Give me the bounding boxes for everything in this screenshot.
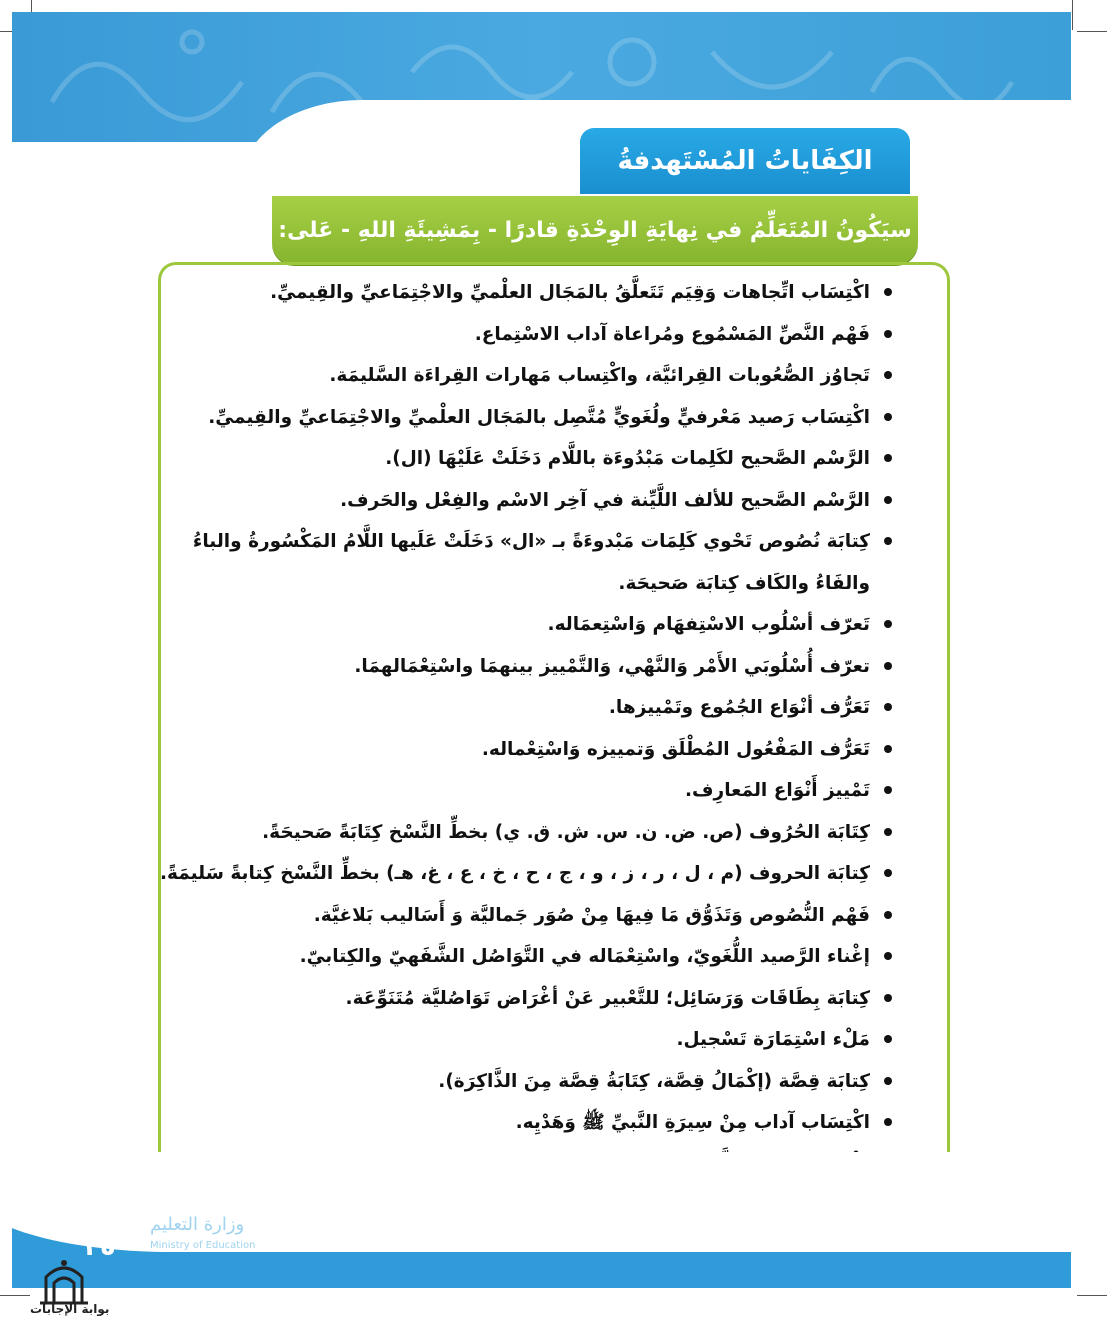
crop-mark — [1077, 1295, 1107, 1296]
crop-mark — [1072, 0, 1073, 30]
crop-mark — [1077, 31, 1107, 32]
portal-mosque-icon — [34, 1255, 94, 1305]
crop-mark — [0, 1295, 30, 1296]
list-item: اكْتِسَاب اتِّجاهات وَقِيَم تَتَعلَّقُ بالمَجَال العلْميِّ والاجْتِمَاعيِّ والقِيميِّ. — [170, 272, 870, 314]
list-item: اكْتِسَاب رَصيد مَعْرفيٍّ ولُغَويٍّ مُتَّصِل بالمَجَال العلْميِّ والاجْتِمَاعيِّ والقِيميِّ. — [170, 397, 870, 439]
list-item: تَعَرُّف المَفْعُول المُطْلَق وَتمييزه وَاسْتِعْماله. — [170, 729, 870, 771]
list-item: كِتابَة قِصَّة (إكْمَالُ قِصَّة، كِتَابَةُ قِصَّة مِنَ الذَّاكِرَة). — [170, 1061, 870, 1103]
list-item: إغْناء الرَّصيد اللُّغَويّ، واسْتِعْمَاله في التَّوَاصُل الشَّفَهيّ والكِتابيّ. — [170, 936, 870, 978]
competencies-list — [159, 272, 870, 1185]
ministry-subtitle: Ministry of Education — [150, 1240, 256, 1251]
list-item: مَلْء اسْتِمَارَة تَسْجيل. — [170, 1019, 870, 1061]
list-item: كِتابَة الحروف (م ، ل ، ر ، ز ، و ، ج ، ح ، خ ، ع ، غ، هـ) بخطِّ النَّسْخ كِتابةً سَليمَةً. — [170, 853, 870, 895]
bottom-curve — [0, 1152, 1107, 1252]
list-item: فَهْم النَّصِّ المَسْمُوع ومُراعاة آداب الاسْتِماع. — [170, 314, 870, 356]
list-item: الرَّسْم الصَّحيح لكَلِمات مَبْدُوءَة باللَّام دَخَلَتْ عَلَيْهَا (ال). — [170, 438, 870, 480]
goal-intro-banner: سيَكُونُ المُتَعَلِّمُ في نِهايَةِ الوِحْدَةِ قادرًا - بِمَشِيئَةِ اللهِ - عَلى: — [272, 196, 918, 264]
list-item: تَجاوُز الصُّعُوبات القِرائيَّة، واكْتِساب مَهارات القِراءَة السَّليمَة. — [170, 355, 870, 397]
list-item: اكْتِسَاب آداب مِنْ سِيرَةِ النَّبيِّ ﷺ وَهَدْيِه. — [170, 1102, 870, 1144]
list-item: تَمْييز أَنْوَاع المَعارِف. — [170, 770, 870, 812]
list-item: كِتابَة بِطَاقَات وَرَسَائِل؛ للتَّعْبير عَنْ أغْرَاض تَوَاصُليَّة مُتَنَوِّعَة. — [170, 978, 870, 1020]
list-item: تَعرّف أسْلُوب الاسْتِفهَام وَاسْتِعمَاله. — [170, 604, 870, 646]
list-item: كِتَابَة الحُرُوف (ص. ض. ن. س. ش. ق. ي) بخطِّ النَّسْخ كِتَابَةً صَحيحَةً. — [170, 812, 870, 854]
list-item: الرَّسْم الصَّحيح للألف اللَّيِّنة في آخِر الاسْم والفِعْل والحَرف. — [170, 480, 870, 522]
section-title: الكِفَاياتُ المُسْتَهدفةُ — [580, 128, 910, 194]
page-number: ٢٥ — [84, 1232, 116, 1262]
ministry-name: وزارة التعليم — [150, 1214, 245, 1235]
list-item: تعرّف أُسْلُوبَي الأَمْر وَالنَّهْي، وَالتَّمْييز بينهمَا واسْتِعْمَالهمَا. — [170, 646, 870, 688]
list-item: كِتابَة نُصُوص تَحْوي كَلِمَات مَبْدوءَةً بـ «ال» دَخَلَتْ عَلَيها اللَّامُ المَكْسُورةُ والباءُ والفَاءُ والكَاف كِتابَة صَحيحَة. — [170, 521, 870, 604]
list-item: تَعَرُّف أنْوَاع الجُمُوع وتَمْييزها. — [170, 687, 870, 729]
list-item: فَهْم النُّصُوص وَتَذَوُّق مَا فِيهَا مِنْ صُوَر جَماليَّة وَ أَسَاليب بَلاغيَّة. — [170, 895, 870, 937]
top-banner — [12, 12, 1071, 142]
portal-name: بوابة الإجابات — [30, 1302, 110, 1316]
